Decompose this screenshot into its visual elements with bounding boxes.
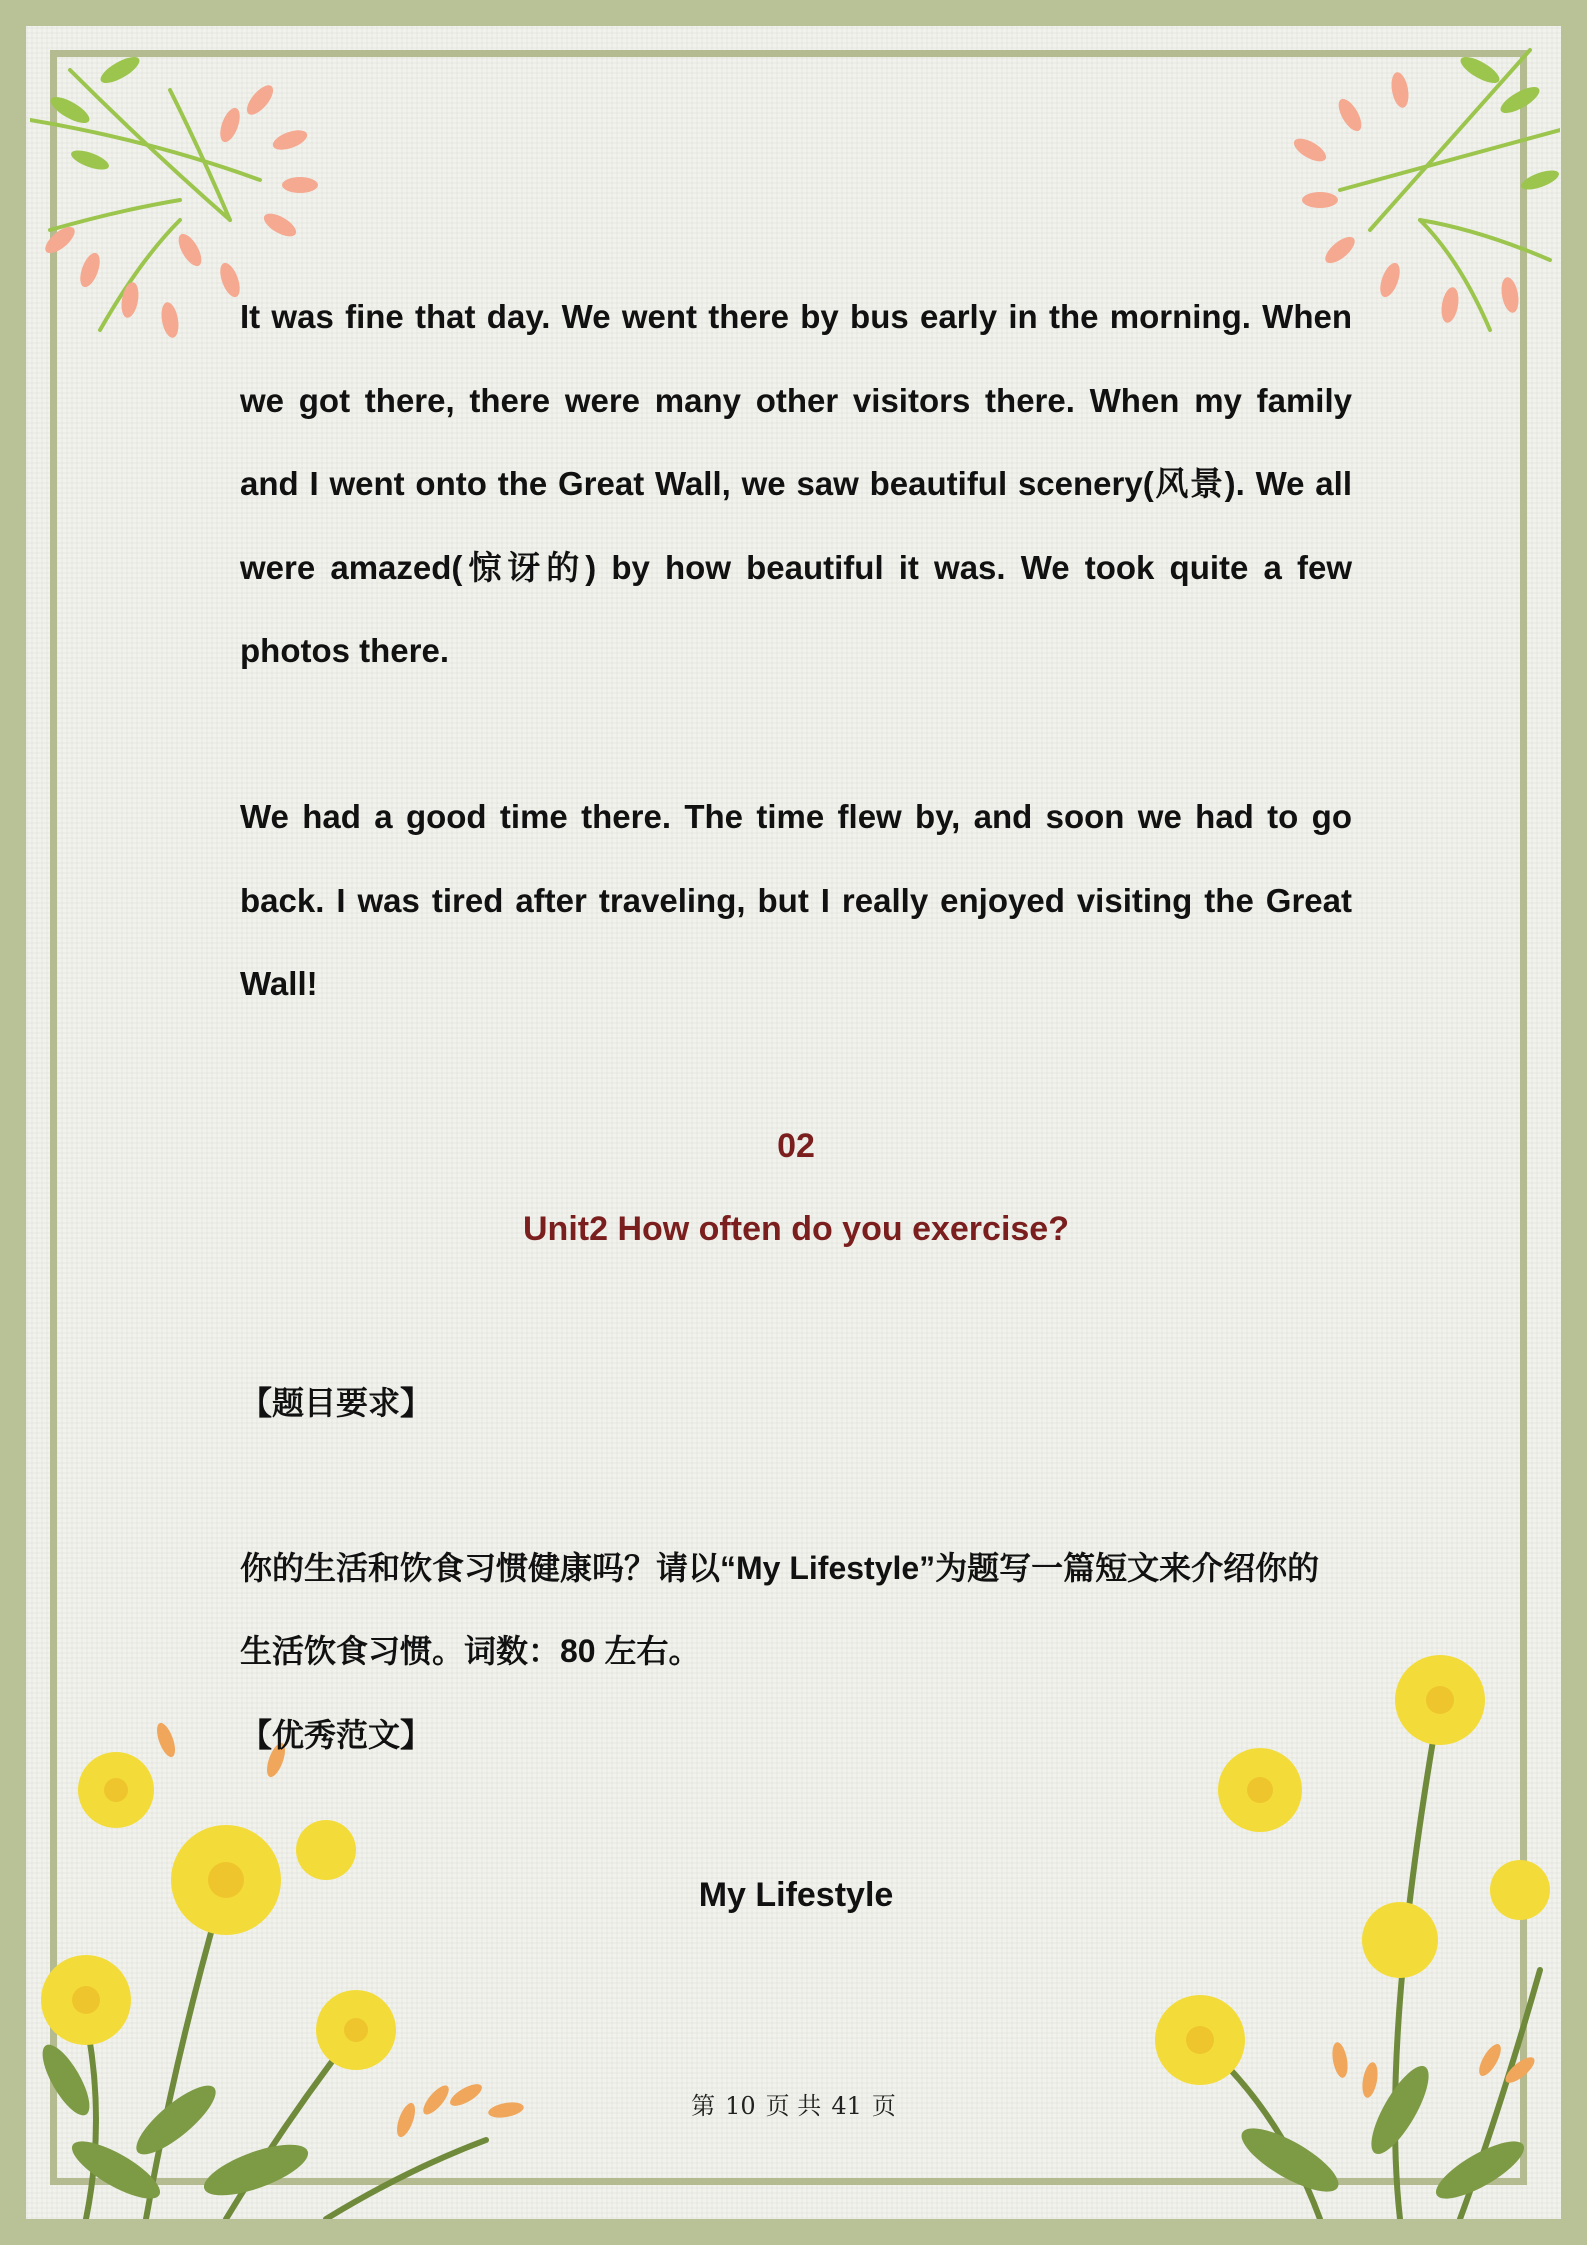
page-footer: [0, 2086, 1587, 2121]
passage-paragraph-1: It was fine that day. We went there by bus early in the morning. When we got there, there were many other visitors there. When my family and I went onto the Great Wall, we saw beautiful scenery(风景). We all were amazed(惊讶的) by how beautiful it was. We took quite a few photos there.: [240, 298, 1352, 669]
sample-title: My Lifestyle: [698, 1876, 894, 1914]
requirement-line-2: 生活饮食习惯。词数：80 左右。: [240, 1633, 701, 1669]
section-number: 02: [777, 1127, 815, 1165]
passage-paragraph-2: We had a good time there. The time flew by, and soon we had to go back. I was tired after traveling, but I really enjoyed visiting the Great Wall!: [240, 798, 1352, 1002]
floral-decoration-bottom-left: [26, 1700, 586, 2219]
requirement-line-1: 你的生活和饮食习惯健康吗？请以“My Lifestyle”为题写一篇短文来介绍你的: [240, 1550, 1320, 1586]
footer-page-number: 10: [725, 2092, 756, 2120]
footer-prefix: 第: [691, 2092, 716, 2120]
sample-label: 【优秀范文】: [240, 1717, 433, 1753]
requirement-label: 【题目要求】: [240, 1385, 433, 1421]
floral-decoration-bottom-right: [1140, 1640, 1561, 2219]
unit-title: Unit2 How often do you exercise?: [523, 1210, 1069, 1248]
footer-total-pages: 41: [831, 2092, 862, 2120]
footer-suffix: 页: [871, 2092, 896, 2120]
footer-middle: 页 共: [765, 2092, 822, 2120]
